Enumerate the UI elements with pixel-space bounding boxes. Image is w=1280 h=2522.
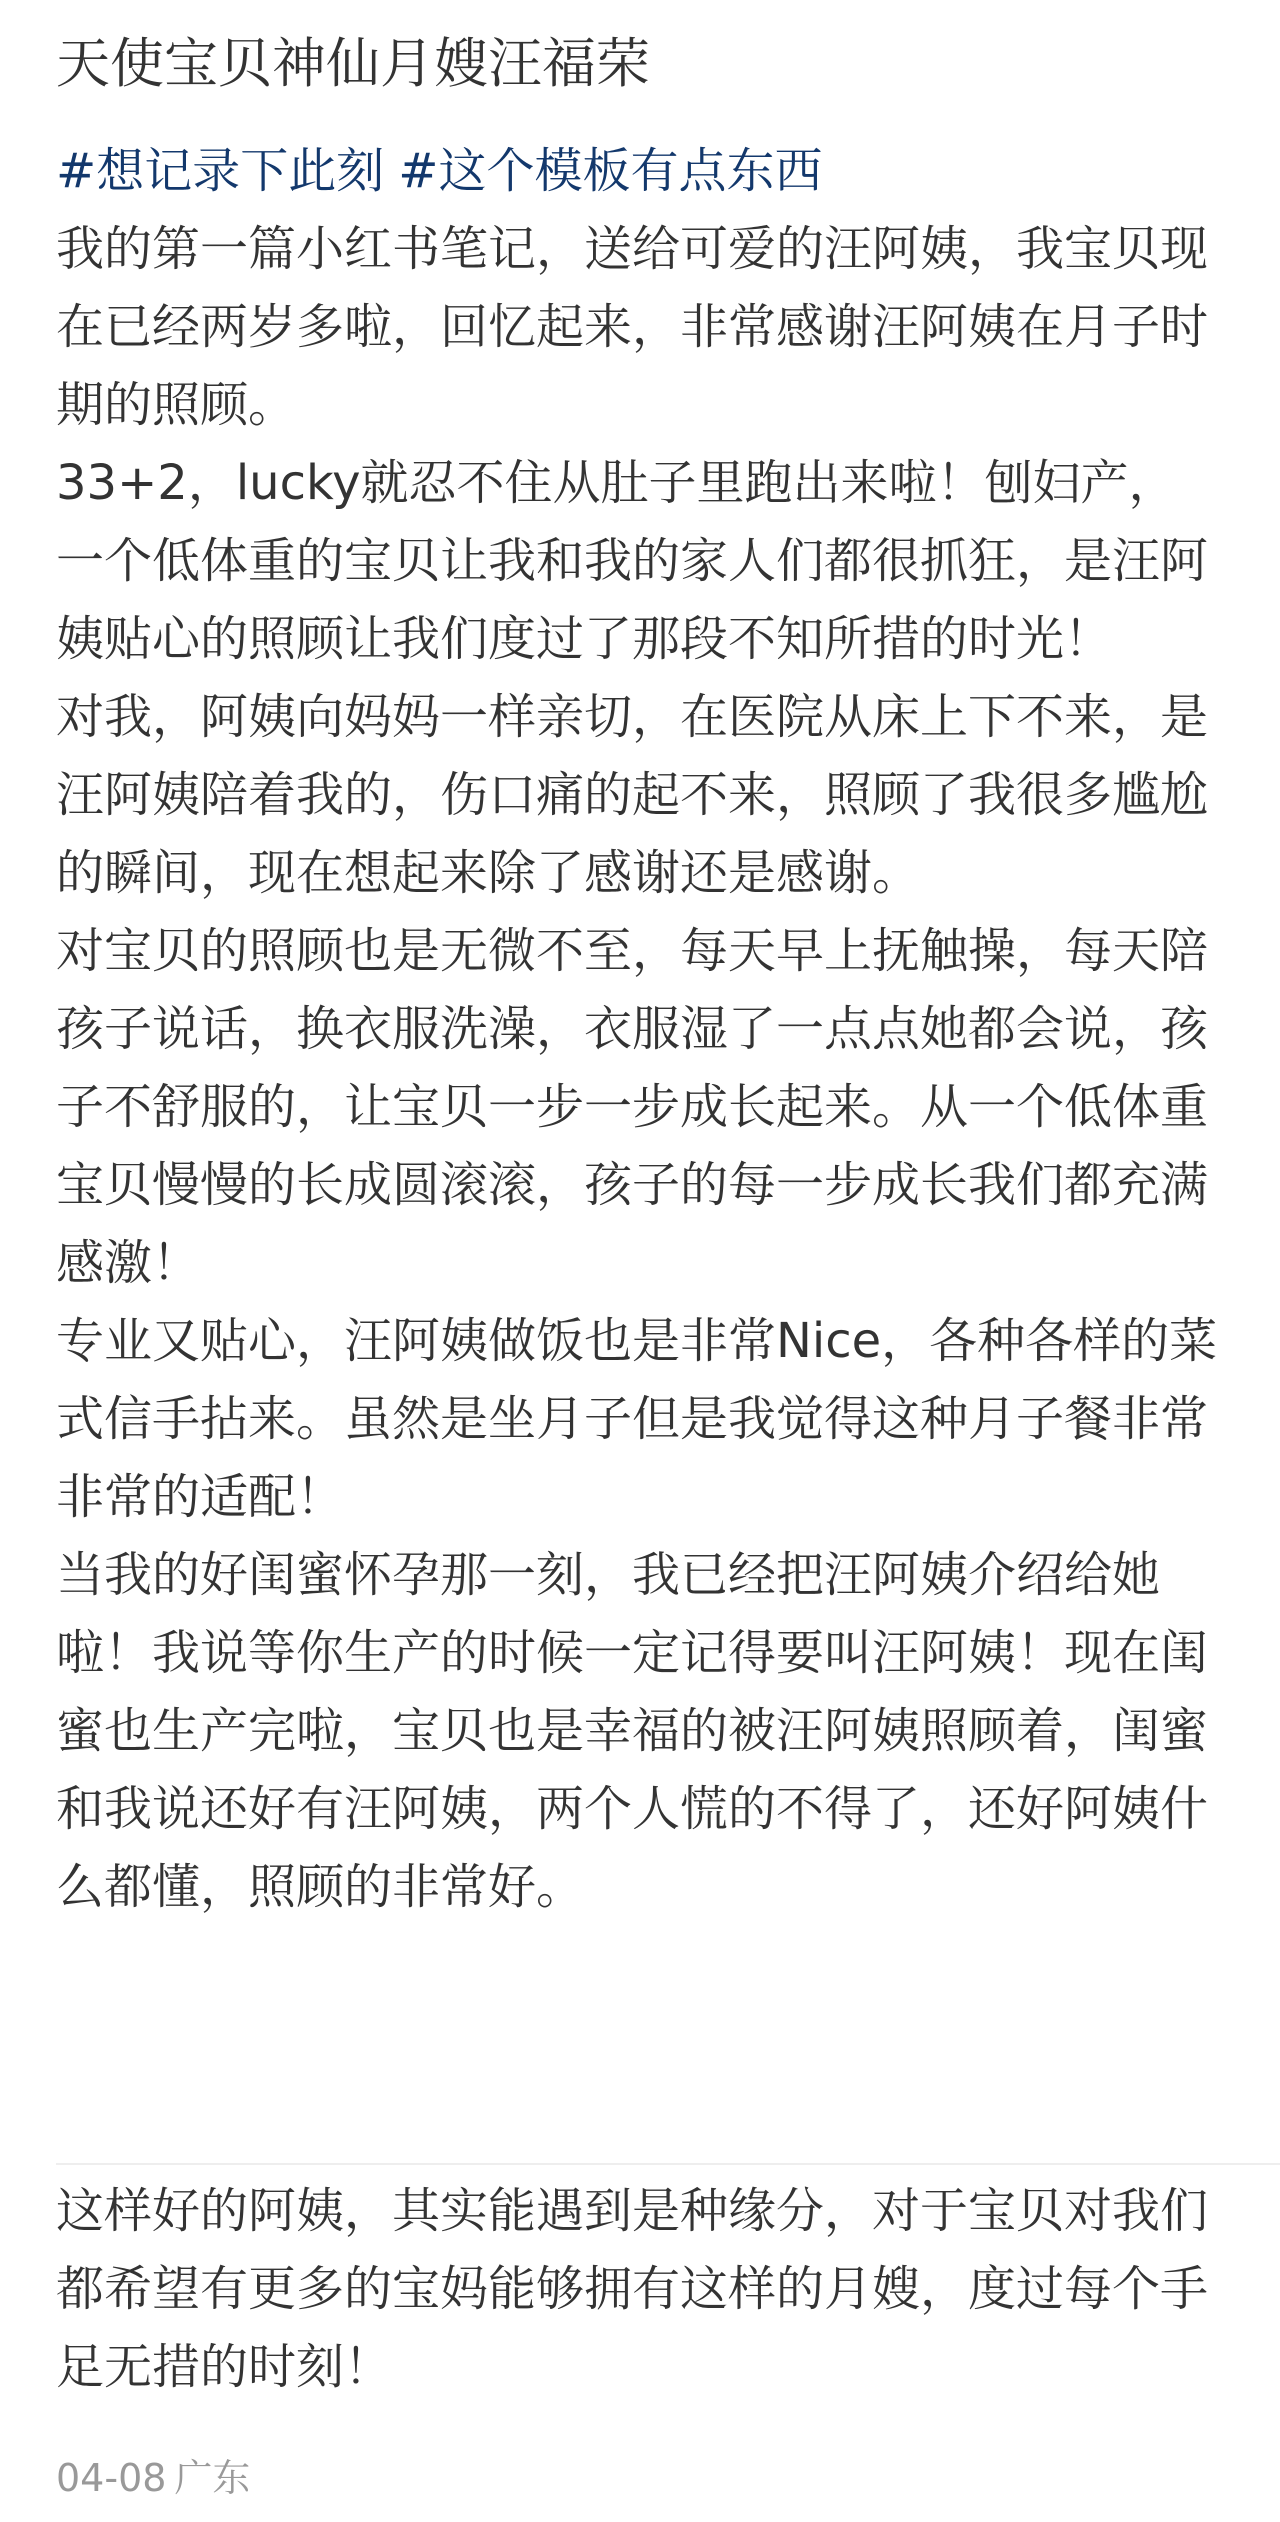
section-divider (56, 2163, 1280, 2165)
body-paragraph: 专业又贴心，汪阿姨做饭也是非常Nice，各种各样的菜式信手拈来。虽然是坐月子但是我觉得这种月子餐非常非常的适配！ (56, 1313, 1218, 1525)
body-paragraph: 对宝贝的照顾也是无微不至，每天早上抚触操，每天陪孩子说话，换衣服洗澡，衣服湿了一点点她都会说，孩子不舒服的，让宝贝一步一步成长起来。从一个低体重宝贝慢慢的长成圆滚滚，孩子的每一步成长我们都充满感激！ (56, 923, 1209, 1291)
closing-paragraph: 这样好的阿姨，其实能遇到是种缘分，对于宝贝对我们都希望有更多的宝妈能够拥有这样的月嫂，度过每个手足无措的时刻！ (56, 2183, 1209, 2395)
post-location: 广东 (174, 2456, 251, 2500)
note-body (56, 132, 1222, 1926)
tag-list (56, 132, 1222, 210)
closing-section (56, 2172, 1222, 2406)
post-date: 04-08 (56, 2456, 167, 2500)
body-paragraph: 对我，阿姨向妈妈一样亲切，在医院从床上下不来，是汪阿姨陪着我的，伤口痛的起不来，照顾了我很多尴尬的瞬间，现在想起来除了感谢还是感谢。 (56, 689, 1209, 901)
post-meta (56, 2450, 250, 2506)
body-paragraph: 33+2，lucky就忍不住从肚子里跑出来啦！刨妇产，一个低体重的宝贝让我和我的家人们都很抓狂，是汪阿姨贴心的照顾让我们度过了那段不知所措的时光！ (56, 455, 1209, 667)
hashtag-link[interactable]: #想记录下此刻 (56, 143, 385, 199)
body-paragraph: 我的第一篇小红书笔记，送给可爱的汪阿姨，我宝贝现在已经两岁多啦，回忆起来，非常感谢汪阿姨在月子时期的照顾。 (56, 221, 1209, 433)
note-title: 天使宝贝神仙月嫂汪福荣 (56, 32, 650, 95)
body-paragraph: 当我的好闺蜜怀孕那一刻，我已经把汪阿姨介绍给她啦！我说等你生产的时候一定记得要叫汪阿姨！现在闺蜜也生产完啦，宝贝也是幸福的被汪阿姨照顾着，闺蜜和我说还好有汪阿姨，两个人慌的不得了，还好阿姨什么都懂，照顾的非常好。 (56, 1547, 1209, 1915)
hashtag-link[interactable]: #这个模板有点东西 (398, 143, 823, 199)
